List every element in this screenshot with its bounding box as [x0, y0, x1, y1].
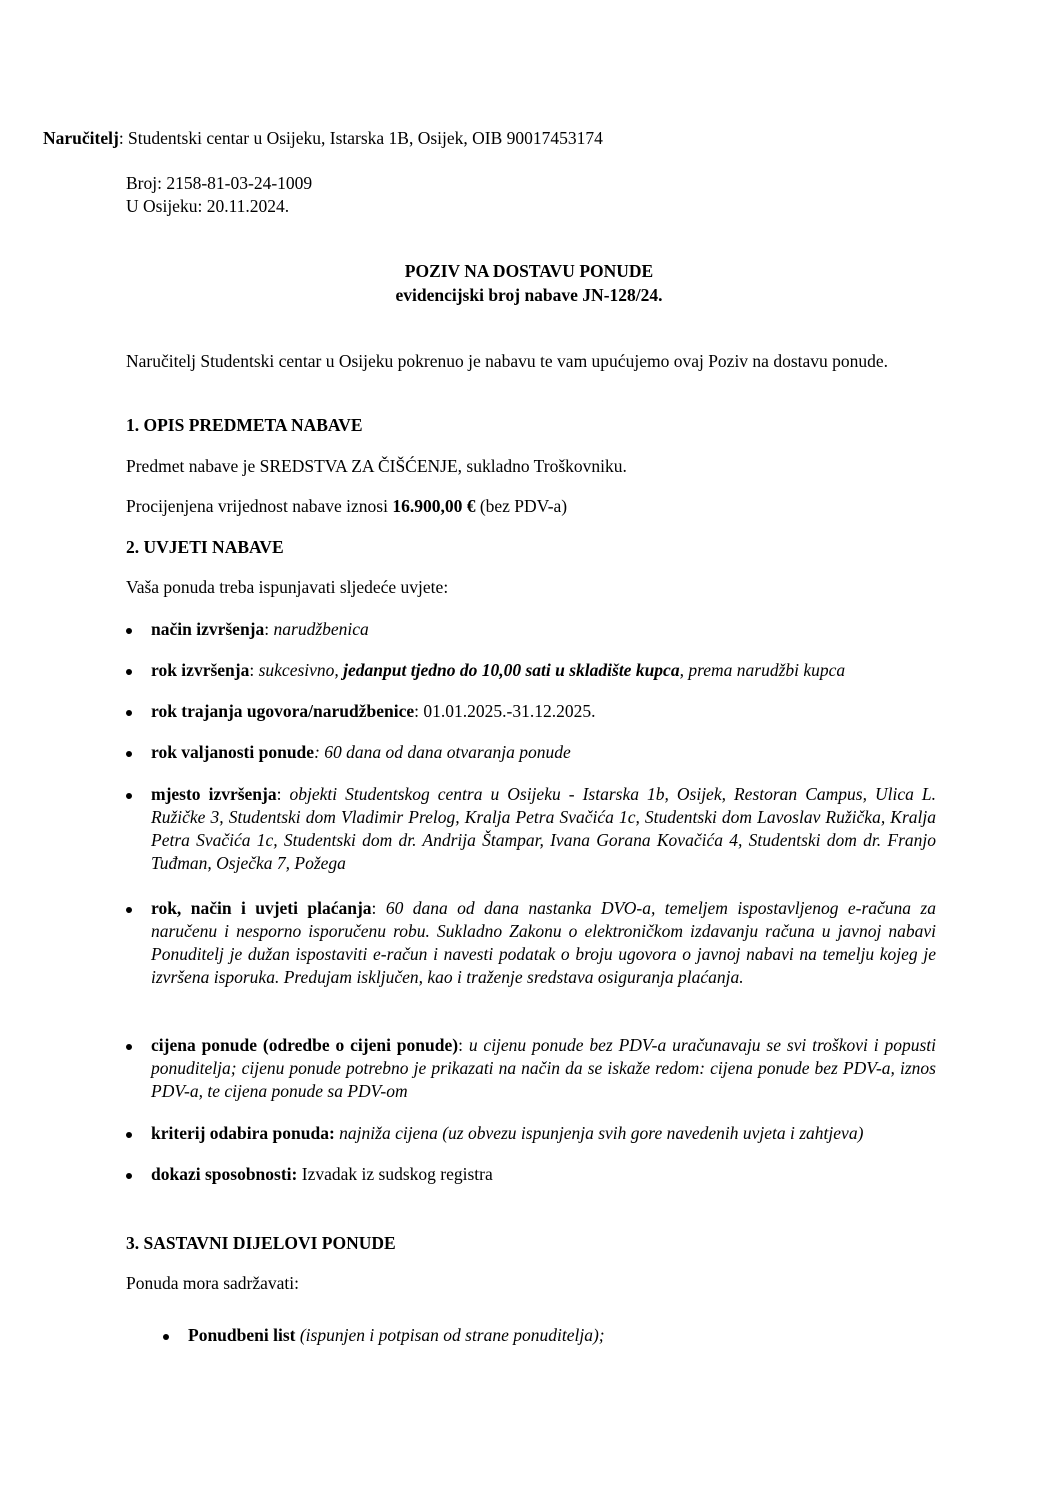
- list-item: [163, 1324, 936, 1347]
- item-text: objekti Studentskog centra u Osijeku - Istarska 1b, Osijek, Restoran Campus, Ulica L. Ružičke 3, Studentski dom Vladimir Prelog, Kralja Petra Svačića 1c, Studentski dom Lavoslav Ružička, Kralja Petra Svačića 1c, Studentski dom dr. Andrija Štampar, Ivana Gorana Kovačića 4, Studentski dom dr. Franjo Tuđman, Osječka 7, Požega: [151, 784, 936, 873]
- list-item: [126, 1122, 936, 1145]
- item-text: najniža cijena (uz obvezu ispunjenja svih gore navedenih uvjeta i zahtjeva): [339, 1123, 864, 1143]
- item-text: (ispunjen i potpisan od strane ponuditelja);: [299, 1325, 605, 1345]
- bullet-icon: [163, 1334, 169, 1340]
- intro-paragraph: Naručitelj Studentski centar u Osijeku pokrenuo je nabavu te vam upućujemo ovaj Poziv na dostavu ponude.: [126, 351, 889, 371]
- item-text: narudžbenica: [273, 619, 369, 639]
- item-text-emphasis: jedanput tjedno do 10,00 sati u skladište kupca: [343, 660, 680, 680]
- issuer-label: Naručitelj: [43, 128, 119, 148]
- components-intro: Ponuda mora sadržavati:: [126, 1273, 300, 1293]
- item-label: kriterij odabira ponuda:: [151, 1123, 335, 1143]
- list-item: rok valjanosti ponude: 60 dana od dana otvaranja ponude: [126, 741, 936, 764]
- bullet-icon: [126, 628, 132, 634]
- procurement-subject: Predmet nabave je SREDSTVA ZA ČIŠĆENJE, sukladno Troškovniku.: [126, 456, 627, 476]
- item-label: rok trajanja ugovora/narudžbenice: [151, 701, 415, 721]
- document-title: POZIV NA DOSTAVU PONUDE: [404, 261, 654, 281]
- list-item: način izvršenja: narudžbenica: [126, 618, 936, 641]
- item-text: 60 dana od dana otvaranja ponude: [324, 742, 571, 762]
- conditions-intro: Vaša ponuda treba ispunjavati sljedeće uvjete:: [126, 577, 449, 597]
- item-label: cijena ponude (odredbe o cijeni ponude): [151, 1035, 459, 1055]
- item-text: 60 dana od dana nastanka DVO-a, temeljem ispostavljenog e-računa za naručenu i nesporno isporučenu robu. Sukladno Zakonu o elektroničkom izdavanju računa u javnoj nabavi Ponuditelj je dužan ispostaviti e-račun i navesti podatak o broju ugovora o javnoj nabavi na temelju kojeg je izvršena isporuka. Predujam isključen, kao i traženje sredstava osiguranja plaćanja.: [151, 898, 936, 987]
- section-3-heading: 3. SASTAVNI DIJELOVI PONUDE: [126, 1233, 396, 1253]
- issuer-text: : Studentski centar u Osijeku, Istarska 1B, Osijek, OIB 90017453174: [118, 128, 603, 148]
- bullet-icon: [126, 1132, 132, 1138]
- issuer-line: [43, 127, 603, 150]
- bullet-icon: [126, 1173, 132, 1179]
- bullet-icon: [126, 907, 132, 913]
- section-2-heading: 2. UVJETI NABAVE: [126, 537, 284, 557]
- document-date: U Osijeku: 20.11.2024.: [126, 196, 290, 216]
- document-subtitle: evidencijski broj nabave JN-128/24.: [395, 285, 663, 305]
- list-item: cijena ponude (odredbe o cijeni ponude): u cijenu ponude bez PDV-a uračunavaju se svi troškovi i popusti ponuditelja; cijenu ponude potrebno je prikazati na način da se iskaže redom: cijena ponude bez PDV-a, iznos PDV-a, te cijena ponude sa PDV-om: [126, 1034, 936, 1103]
- bullet-icon: [126, 1044, 132, 1050]
- section-1-heading: 1. OPIS PREDMETA NABAVE: [126, 415, 363, 435]
- item-text: Izvadak iz sudskog registra: [301, 1164, 493, 1184]
- estimated-value: [126, 495, 936, 518]
- reference-number: Broj: 2158-81-03-24-1009: [126, 173, 313, 193]
- estimated-value-suffix: (bez PDV-a): [475, 496, 568, 516]
- list-item: [126, 1163, 936, 1186]
- item-label: mjesto izvršenja: [151, 784, 277, 804]
- bullet-icon: [126, 710, 132, 716]
- item-label: način izvršenja: [151, 619, 265, 639]
- list-item: rok izvršenja: sukcesivno, jedanput tjedno do 10,00 sati u skladište kupca, prema narudžbi kupca: [126, 659, 936, 682]
- item-text: u cijenu ponude bez PDV-a uračunavaju se svi troškovi i popusti ponuditelja; cijenu ponude potrebno je prikazati na način da se iskaže redom: cijena ponude bez PDV-a, iznos PDV-a, te cijena ponude sa PDV-om: [151, 1035, 936, 1101]
- item-label: rok izvršenja: [151, 660, 250, 680]
- item-text: 01.01.2025.-31.12.2025.: [423, 701, 596, 721]
- estimated-value-prefix: Procijenjena vrijednost nabave iznosi: [126, 496, 393, 516]
- item-label: dokazi sposobnosti:: [151, 1164, 298, 1184]
- list-item: mjesto izvršenja: objekti Studentskog centra u Osijeku - Istarska 1b, Osijek, Restoran Campus, Ulica L. Ružičke 3, Studentski dom Vladimir Prelog, Kralja Petra Svačića 1c, Studentski dom Lavoslav Ružička, Kralja Petra Svačića 1c, Studentski dom dr. Andrija Štampar, Ivana Gorana Kovačića 4, Studentski dom dr. Franjo Tuđman, Osječka 7, Požega: [126, 783, 936, 875]
- bullet-icon: [126, 669, 132, 675]
- item-text: sukcesivno,: [258, 660, 344, 680]
- item-label: Ponudbeni list: [188, 1325, 296, 1345]
- item-text: , prema narudžbi kupca: [679, 660, 846, 680]
- list-item: rok trajanja ugovora/narudžbenice: 01.01.2025.-31.12.2025.: [126, 700, 936, 723]
- item-label: rok valjanosti ponude: [151, 742, 315, 762]
- bullet-icon: [126, 751, 132, 757]
- bullet-icon: [126, 793, 132, 799]
- item-label: rok, način i uvjeti plaćanja: [151, 898, 372, 918]
- list-item: rok, način i uvjeti plaćanja: 60 dana od dana nastanka DVO-a, temeljem ispostavljenog e-računa za naručenu i nesporno isporučenu robu. Sukladno Zakonu o elektroničkom izdavanju računa u javnoj nabavi Ponuditelj je dužan ispostaviti e-račun i navesti podatak o broju ugovora o javnoj nabavi na temelju kojeg je izvršena isporuka. Predujam isključen, kao i traženje sredstava osiguranja plaćanja.: [126, 897, 936, 989]
- estimated-value-amount: 16.900,00 €: [392, 496, 476, 516]
